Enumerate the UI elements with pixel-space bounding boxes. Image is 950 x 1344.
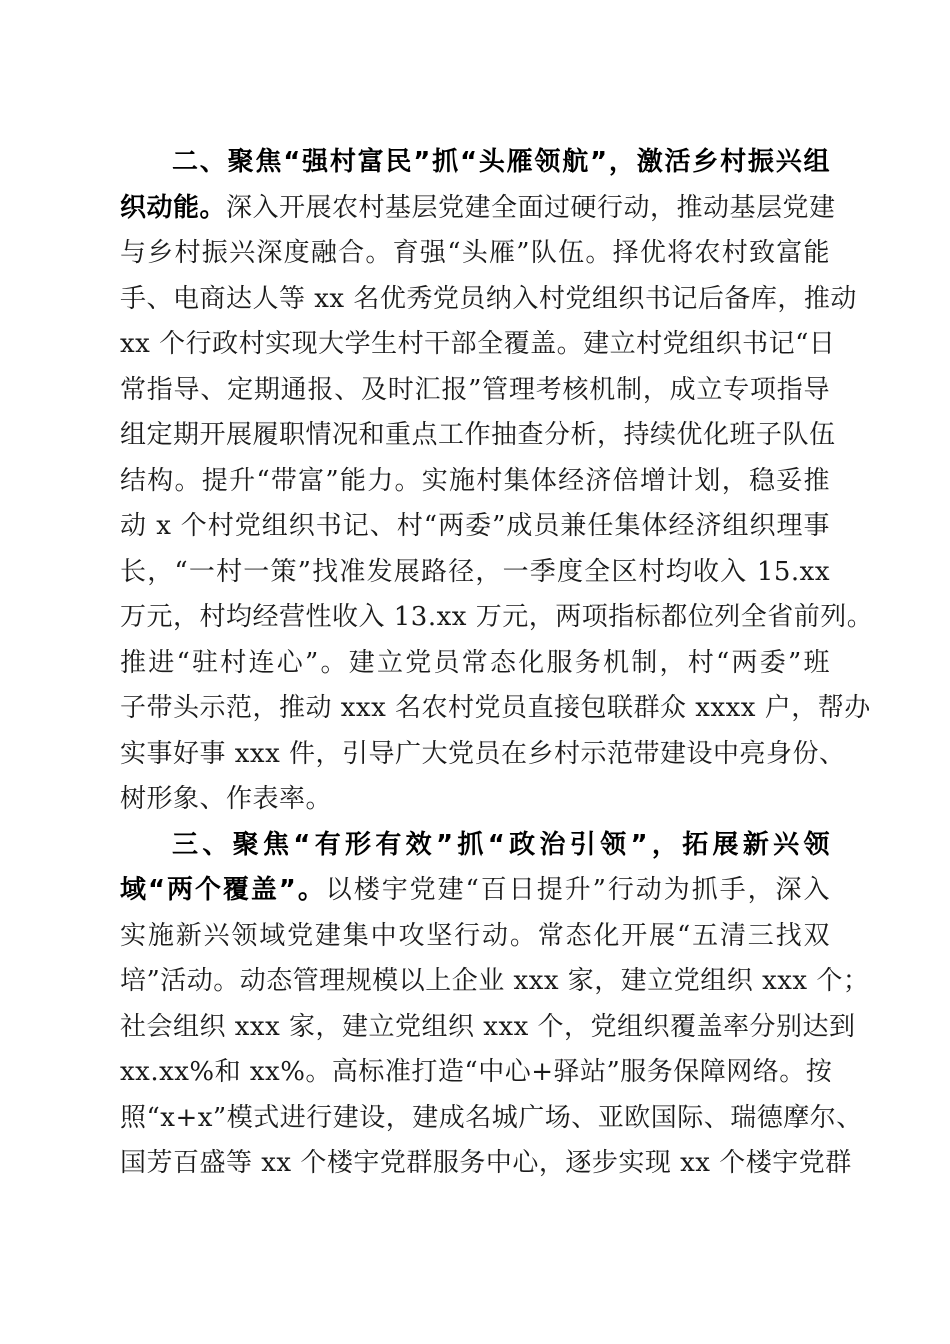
paragraph-3-line (120, 868, 830, 914)
paragraph-2-line: 长，“一村一策”找准发展路径，一季度全区村均收入 15.xx (120, 556, 830, 587)
paragraph-2 (120, 140, 874, 823)
paragraph-2-line: 实事好事 xxx 件，引导广大党员在乡村示范带建设中亮身份、 (120, 738, 846, 769)
paragraph-2-line: xx 个行政村实现大学生村干部全覆盖。建立村党组织书记“日 (120, 329, 836, 359)
paragraph-2-line-text: 深入开展农村基层党建全面过硬行动，推动基层党建 (226, 192, 836, 223)
paragraph-2-line: 万元，村均经营性收入 13.xx 万元，两项指标都位列全省前列。 (120, 602, 874, 632)
paragraph-3 (120, 823, 870, 1187)
paragraph-3-line: 培”活动。动态管理规模以上企业 xxx 家，建立党组织 xxx 个； (120, 966, 870, 996)
paragraph-2-line: 树形象、作表率。 (120, 784, 333, 814)
paragraph-2-line: 结构。提升“带富”能力。实施村集体经济倍增计划，稳妥推 (120, 465, 830, 496)
paragraph-3-line: 照“x+x”模式进行建设，建成名城广场、亚欧国际、瑞德摩尔、 (120, 1102, 863, 1133)
paragraph-2-heading-line: 二、聚焦“强村富民”抓“头雁领航”，激活乡村振兴组 (172, 147, 830, 177)
paragraph-3-line: xx.xx%和 xx%。高标准打造“中心+驿站”服务保障网络。按 (120, 1057, 833, 1087)
paragraph-2-line: 手、电商达人等 xx 名优秀党员纳入村党组织书记后备库，推动 (120, 283, 857, 314)
paragraph-2-line: 动 x 个村党组织书记、村“两委”成员兼任集体经济组织理事 (120, 511, 830, 541)
paragraph-2-line: 常指导、定期通报、及时汇报”管理考核机制，成立专项指导 (120, 374, 830, 405)
paragraph-2-line: 与乡村振兴深度融合。育强“头雁”队伍。择优将农村致富能 (120, 238, 830, 268)
paragraph-2-heading-tail: 织动能。 (120, 192, 227, 223)
paragraph-2-line: 子带头示范，推动 xxx 名农村党员直接包联群众 xxxx 户，帮办 (120, 693, 871, 723)
paragraph-3-heading-tail: 域“两个覆盖”。 (120, 875, 326, 905)
paragraph-3-line-text: 以楼宇党建“百日提升”行动为抓手，深入 (325, 875, 830, 905)
paragraph-3-heading-line: 三、聚焦“有形有效”抓“政治引领”，拓展新兴领 (172, 829, 830, 860)
paragraph-2-line: 推进“驻村连心”。建立党员常态化服务机制，村“两委”班 (120, 647, 830, 678)
document-body (120, 140, 874, 1187)
paragraph-3-line: 实施新兴领域党建集中攻坚行动。常态化开展“五清三找双 (120, 920, 830, 951)
paragraph-2-line (120, 186, 836, 232)
paragraph-2-line: 组定期开展履职情况和重点工作抽查分析，持续优化班子队伍 (120, 420, 836, 450)
paragraph-3-line: 社会组织 xxx 家，建立党组织 xxx 个，党组织覆盖率分别达到 (120, 1011, 856, 1042)
paragraph-3-line: 国芳百盛等 xx 个楼宇党群服务中心，逐步实现 xx 个楼宇党群 (120, 1148, 852, 1178)
